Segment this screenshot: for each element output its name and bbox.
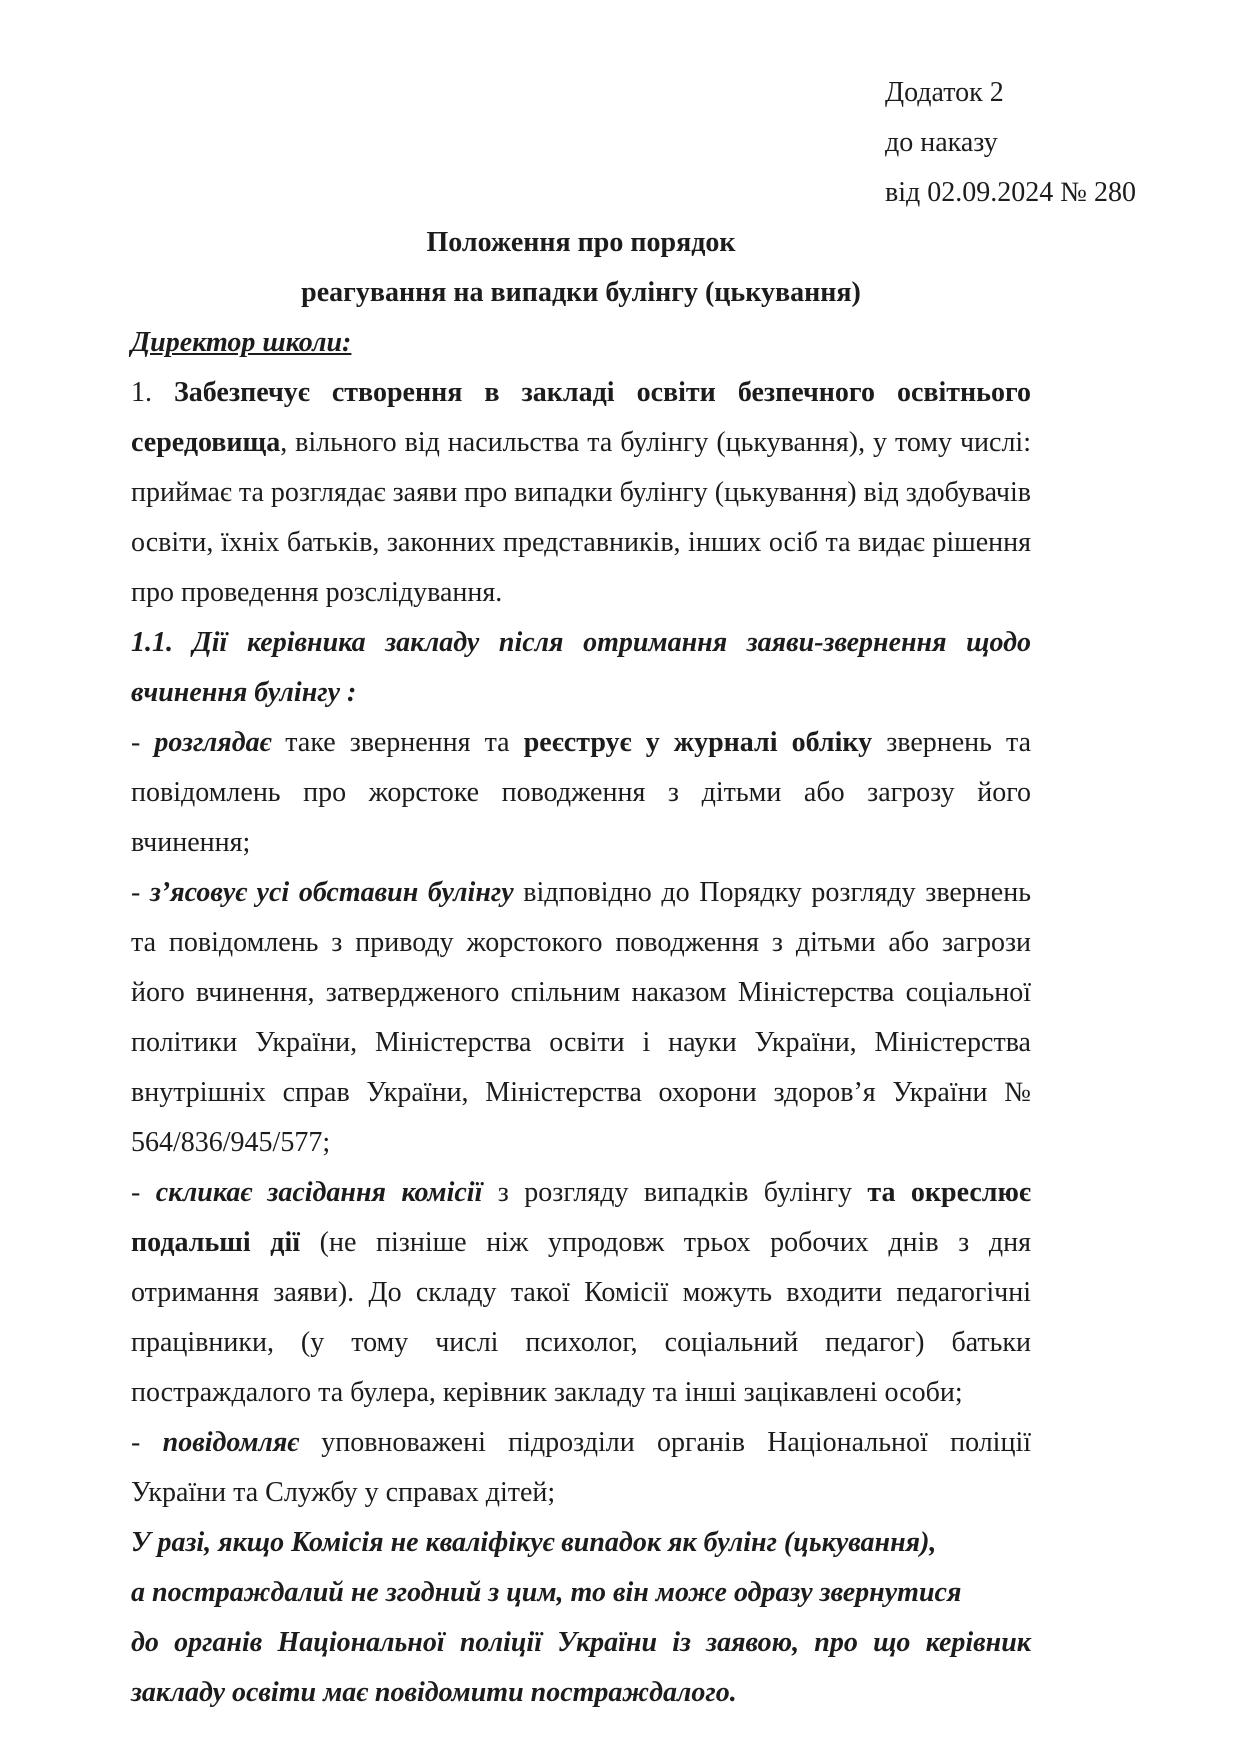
closing-note-line-1: У разі, якщо Комісія не кваліфікує випадок як булінг (цькування),: [131, 1527, 937, 1558]
section-heading-1-1: 1.1. Дії керівника закладу після отримання заяви-звернення щодо вчинення булінгу :: [131, 627, 1031, 708]
title-line-1: Положення про порядок: [426, 227, 736, 258]
bullet-notifies: - повідомляє уповноважені підрозділи органів Національної поліції України та Службу у справах дітей;: [131, 1427, 1031, 1508]
document-content: [131, 68, 1136, 1718]
bullet-convenes: - скликає засідання комісії з розгляду випадків булінгу та окреслює подальші дії (не пізніше ніж упродовж трьох робочих днів з дня отримання заяви). До складу такої Комісії можуть входити педагогічні працівники, (у тому числі психолог, соціальний педагог) батьки постраждалого та булера, керівник закладу та інші зацікавлені особи;: [131, 1177, 1032, 1408]
director-heading: Директор школи:: [131, 327, 352, 358]
bullet-clarifies: - з’ясовує усі обставин булінгу відповідно до Порядку розгляду звернень та повідомлень з приводу жорстокого поводження з дітьми або загрози його вчинення, затвердженого спільним наказом Міністерства соціальної політики України, Міністерства освіти і науки України, Міністерства внутрішніх справ України, Міністерства охорони здоров’я України № 564/836/945/577;: [131, 877, 1031, 1158]
director-heading-line: [131, 318, 1031, 368]
document-title: [131, 218, 1031, 318]
paragraph-duties: 1. Забезпечує створення в закладі освіти безпечного освітнього середовища, вільного від насильства та булінгу (цькування), у тому числі: приймає та розглядає заяви про випадки булінгу (цькування) від здобувачів освіти, їхніх батьків, законних представників, інших осіб та видає рішення про проведення розслідування.: [131, 377, 1031, 608]
closing-note-line-2: а постраждалий не згодний з цим, то він може одразу звернутися: [131, 1577, 962, 1608]
appendix-label: Додаток 2: [885, 77, 1004, 108]
bullet-registers: - розглядає таке звернення та реєструє у журналі обліку звернень та повідомлень про жорстоке поводження з дітьми або загрозу його вчинення;: [131, 727, 1032, 858]
order-date-number: від 02.09.2024 № 280: [885, 177, 1136, 208]
order-label: до наказу: [885, 127, 998, 158]
header-block: [885, 68, 1136, 218]
title-line-2: реагування на випадки булінгу (цькування): [301, 277, 861, 308]
closing-note-continuation: до органів Національної поліції України із заявою, про що керівник закладу освіти має повідомити постраждалого.: [131, 1627, 1031, 1708]
